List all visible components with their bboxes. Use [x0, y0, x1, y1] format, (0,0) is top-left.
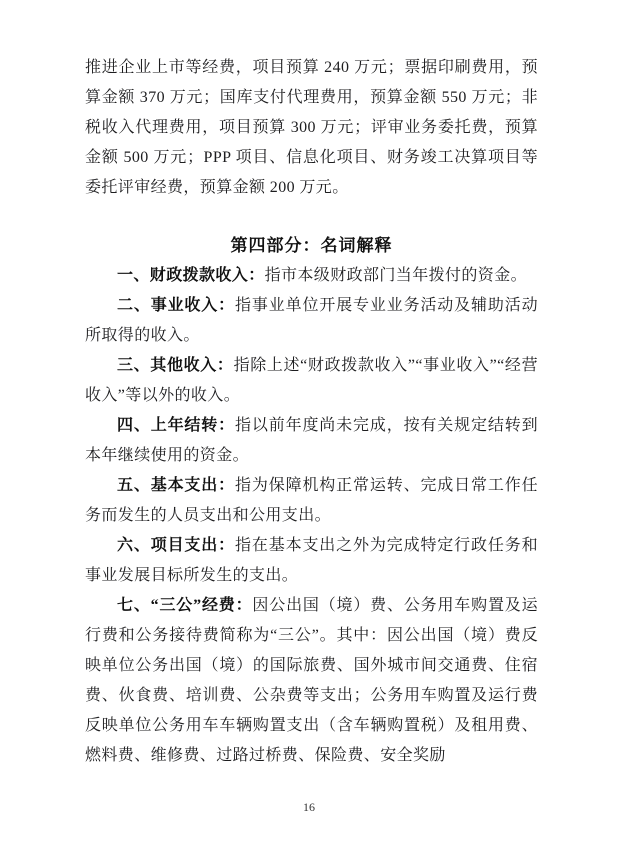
glossary-term: 二、事业收入： [117, 297, 236, 314]
glossary-term: 七、“三公”经费： [117, 597, 253, 614]
glossary-item-6 [85, 531, 538, 591]
glossary-definition: 因公出国（境）费、公务用车购置及运行费和公务接待费简称为“三公”。其中：因公出国（境）费反映单位公务出国（境）的国际旅费、国外城市间交通费、住宿费、伙食费、培训费、公杂费等支出；公务用车购置及运行费反映单位公务用车车辆购置支出（含车辆购置税）及租用费、燃料费、维修费、过路过桥费、保险费、安全奖励 [85, 597, 538, 764]
glossary-item-3 [85, 351, 538, 411]
glossary-definition: 指以前年度尚未完成，按有关规定结转到本年继续使用的资金。 [85, 417, 538, 464]
glossary-term: 六、项目支出： [117, 537, 236, 554]
glossary-item-7 [85, 591, 538, 771]
page-number: 16 [303, 800, 315, 814]
glossary-item-4 [85, 411, 538, 471]
glossary-term: 三、其他收入： [117, 357, 234, 374]
section-heading: 第四部分：名词解释 [230, 236, 393, 255]
glossary-definition: 指在基本支出之外为完成特定行政任务和事业发展目标所发生的支出。 [85, 537, 538, 584]
glossary-definition: 指事业单位开展专业业务活动及辅助活动所取得的收入。 [85, 297, 538, 344]
page-body [85, 53, 538, 771]
intro-paragraph: 推进企业上市等经费，项目预算 240 万元；票据印刷费用，预算金额 370 万元；国库支付代理费用，预算金额 550 万元；非税收入代理费用，项目预算 300 万元；评审业务委托费，预算金额 500 万元；PPP 项目、信息化项目、财务竣工决算项目等委托评审经费，预算金额 200 万元。 [85, 59, 538, 196]
glossary-term: 一、财政拨款收入： [117, 267, 265, 284]
glossary-definition: 指除上述“财政拨款收入”“事业收入”“经营收入”等以外的收入。 [85, 357, 538, 404]
glossary-definition: 指市本级财政部门当年拨付的资金。 [264, 267, 528, 284]
glossary-item-1 [85, 261, 538, 291]
glossary-item-2 [85, 291, 538, 351]
glossary-term: 五、基本支出： [117, 477, 236, 494]
glossary-item-5 [85, 471, 538, 531]
glossary-term: 四、上年结转： [117, 417, 236, 434]
glossary-definition: 指为保障机构正常运转、完成日常工作任务而发生的人员支出和公用支出。 [85, 477, 538, 524]
